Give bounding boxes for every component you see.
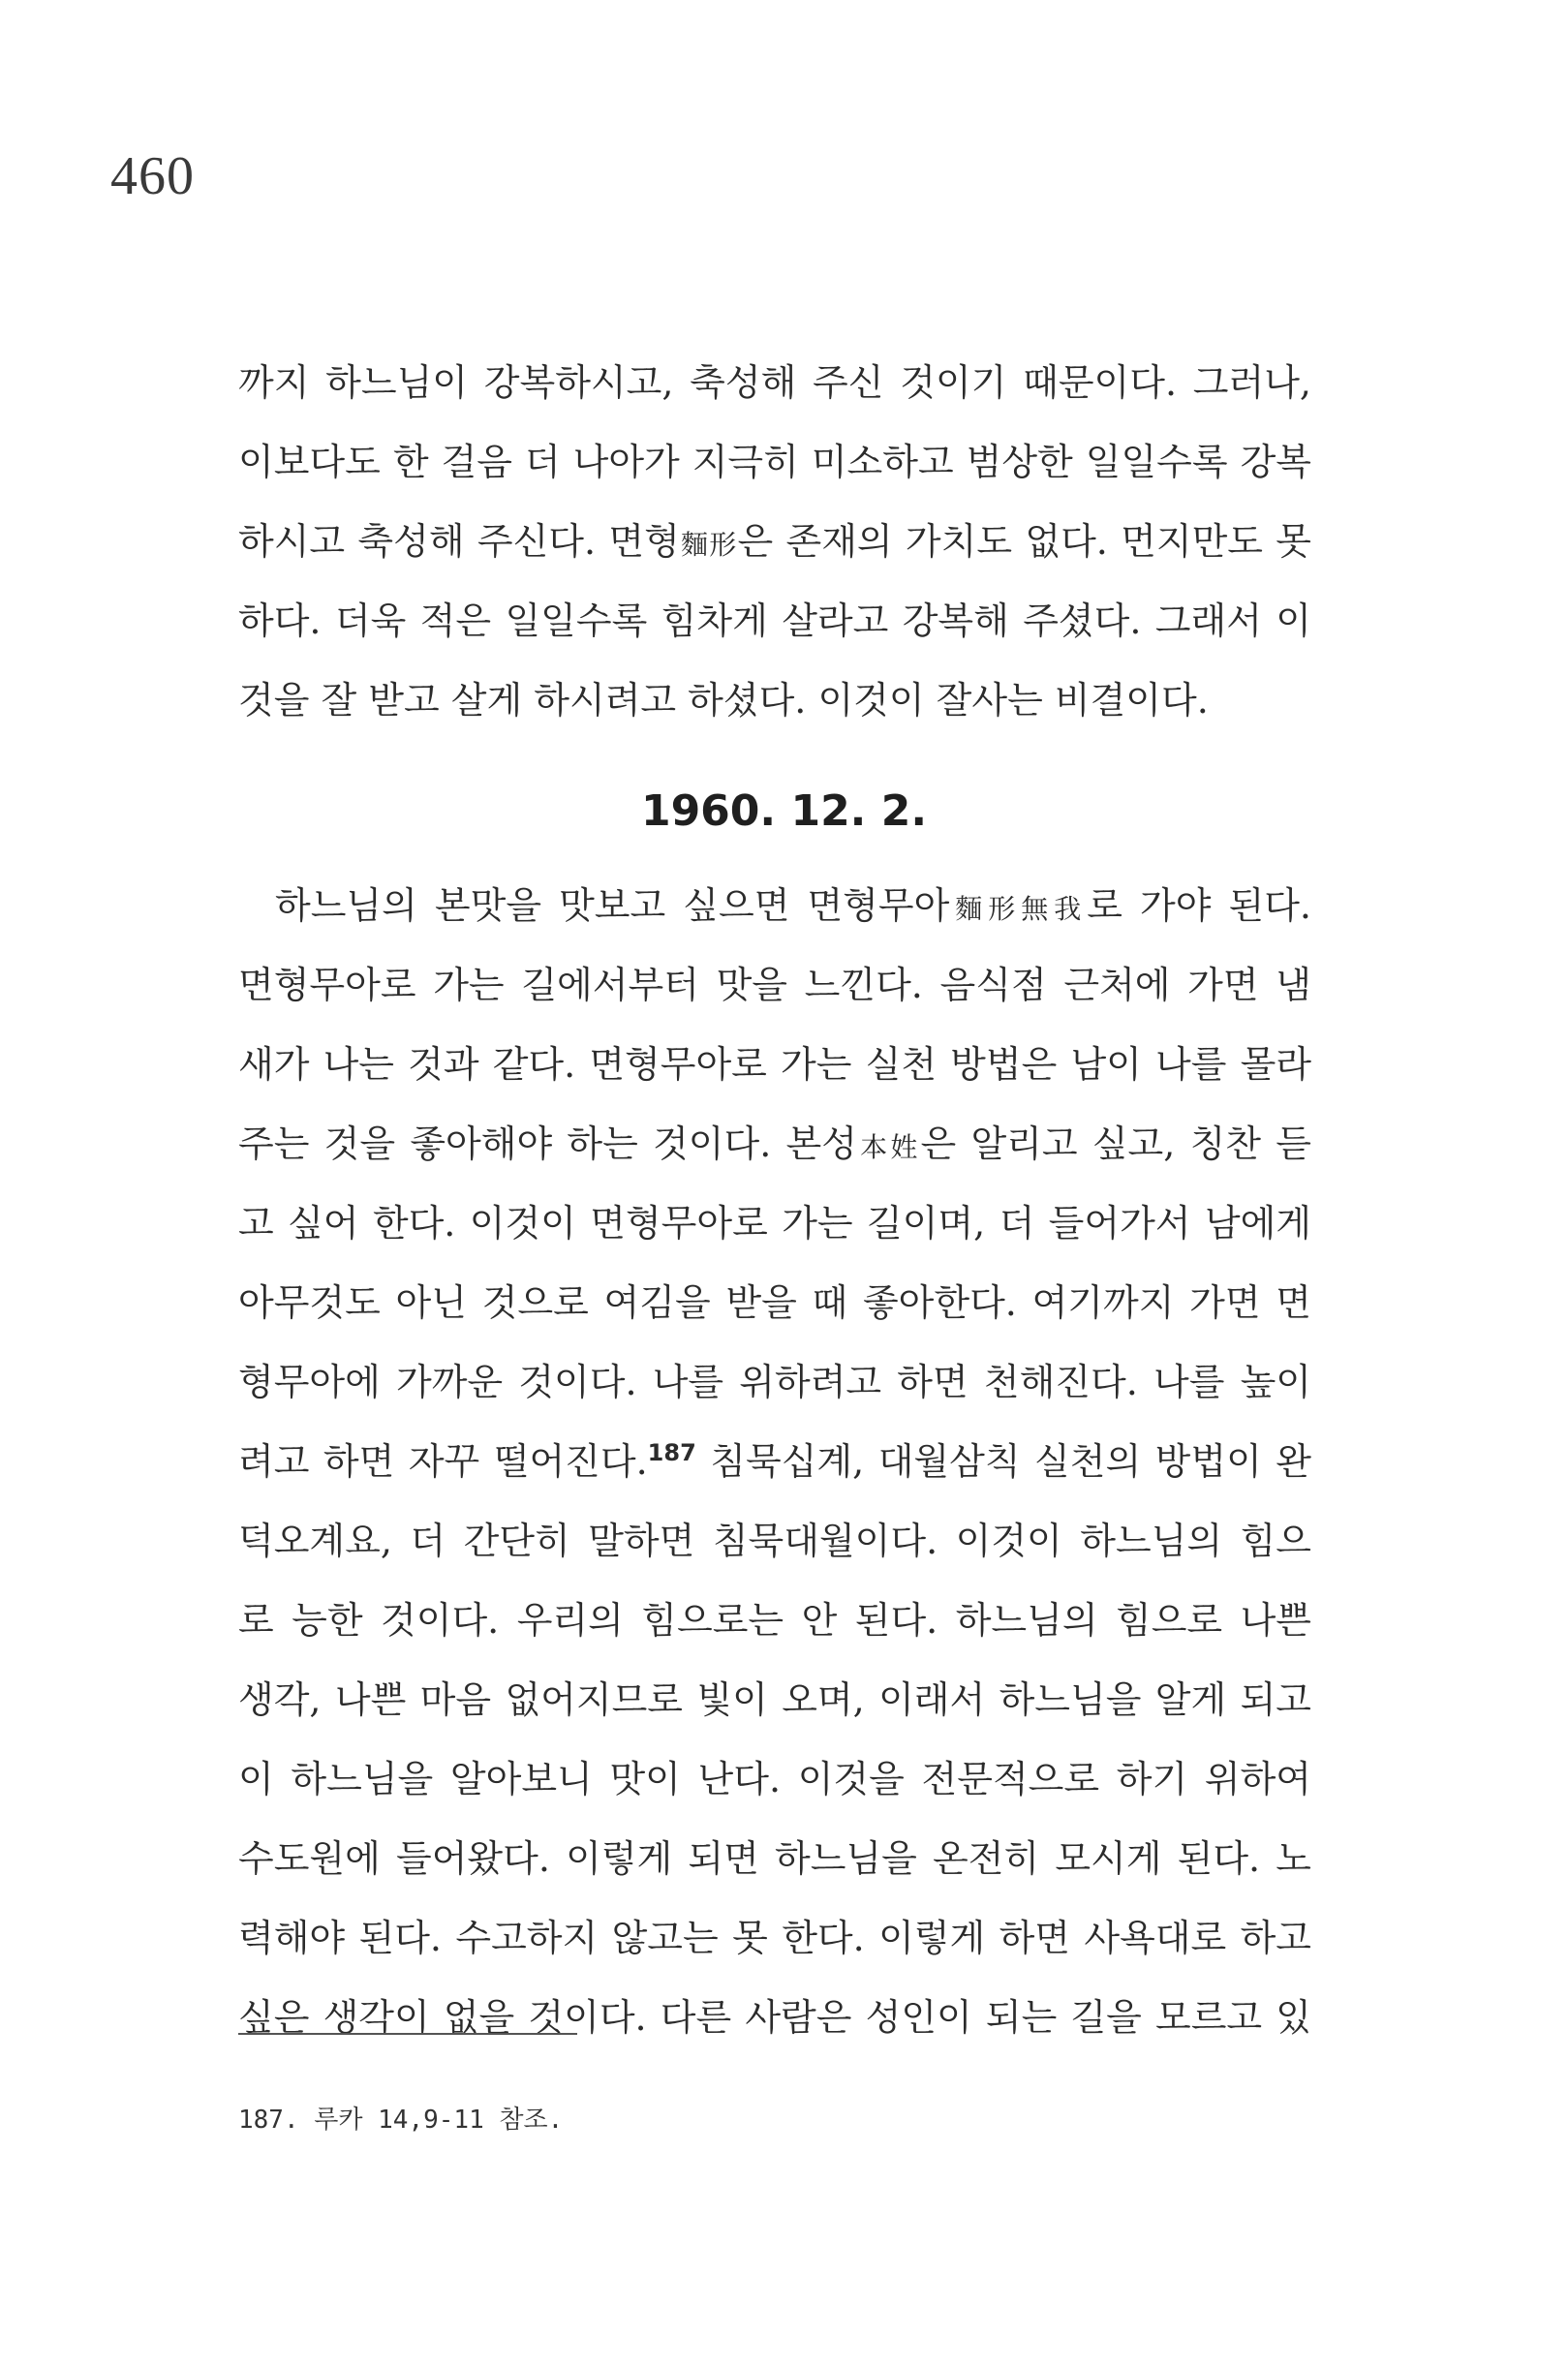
- text-line: [238, 1422, 1311, 1501]
- text-line: 수도원에 들어왔다. 이렇게 되면 하느님을 온전히 모시게 된다. 노: [238, 1837, 1311, 1880]
- text-line: 하다. 더욱 적은 일일수록 힘차게 살라고 강복해 주셨다. 그래서 이: [238, 600, 1311, 642]
- date-heading: 1960. 12. 2.: [640, 786, 928, 836]
- text-line: 이보다도 한 걸음 더 나아가 지극히 미소하고 범상한 일일수록 강복: [238, 441, 1311, 483]
- text-line: [238, 1104, 1311, 1184]
- footnote-text: 187. 루카 14,9-11 참조.: [238, 2106, 564, 2135]
- text-fragment: 하시고 축성해 주신다. 면형: [238, 520, 680, 563]
- footnote-divider: [238, 2033, 577, 2035]
- text-line: 로 능한 것이다. 우리의 힘으로는 안 된다. 하느님의 힘으로 나쁜: [238, 1599, 1311, 1642]
- text-line: 새가 나는 것과 같다. 면형무아로 가는 실천 방법은 남이 나를 몰라: [238, 1043, 1311, 1086]
- text-fragment: 은 존재의 가치도 없다. 먼지만도 못: [737, 520, 1311, 563]
- hanja-annotation: 麵形: [679, 529, 738, 561]
- footnote-reference[interactable]: 187: [647, 1439, 696, 1466]
- paragraph-entry: [238, 866, 1311, 2057]
- text-line: 까지 하느님이 강복하시고, 축성해 주신 것이기 때문이다. 그러나,: [238, 361, 1311, 404]
- text-fragment: 은 알리고 싶고, 칭찬 듣: [920, 1122, 1311, 1165]
- text-fragment: 려고 하면 자꾸 떨어진다.: [238, 1440, 648, 1483]
- text-line: 덕오계요, 더 간단히 말하면 침묵대월이다. 이것이 하느님의 힘으: [238, 1520, 1311, 1562]
- text-line: 싶은 생각이 없을 것이다. 다른 사람은 성인이 되는 길을 모르고 있: [238, 1996, 1311, 2039]
- text-line: 고 싶어 한다. 이것이 면형무아로 가는 길이며, 더 들어가서 남에게: [238, 1202, 1311, 1245]
- text-line: 것을 잘 받고 살게 하시려고 하셨다. 이것이 잘사는 비결이다.: [238, 679, 1209, 722]
- text-line: 이 하느님을 알아보니 맛이 난다. 이것을 전문적으로 하기 위하여: [238, 1758, 1311, 1800]
- text-line: 생각, 나쁜 마음 없어지므로 빛이 오며, 이래서 하느님을 알게 되고: [238, 1678, 1311, 1721]
- text-fragment: 로 가야 된다.: [1087, 884, 1311, 927]
- hanja-annotation: 本姓: [856, 1131, 921, 1163]
- text-line: 면형무아로 가는 길에서부터 맛을 느낀다. 음식점 근처에 가면 냄: [238, 964, 1311, 1006]
- text-line: 아무것도 아닌 것으로 여김을 받을 때 좋아한다. 여기까지 가면 면: [238, 1281, 1311, 1324]
- paragraph-continued: [238, 343, 1311, 740]
- hanja-annotation: 麵形無我: [949, 893, 1088, 925]
- text-fragment: 주는 것을 좋아해야 하는 것이다. 본성: [238, 1122, 857, 1165]
- text-fragment: 하느님의 본맛을 맛보고 싶으면 면형무아: [275, 884, 950, 927]
- text-fragment: 침묵십계, 대월삼칙 실천의 방법이 완: [695, 1440, 1311, 1483]
- text-line: 형무아에 가까운 것이다. 나를 위하려고 하면 천해진다. 나를 높이: [238, 1361, 1311, 1403]
- text-line: [238, 502, 1311, 581]
- text-line: [238, 866, 1311, 945]
- page-number: 460: [110, 146, 195, 206]
- text-line: 력해야 된다. 수고하지 않고는 못 한다. 이렇게 하면 사욕대로 하고: [238, 1917, 1311, 1959]
